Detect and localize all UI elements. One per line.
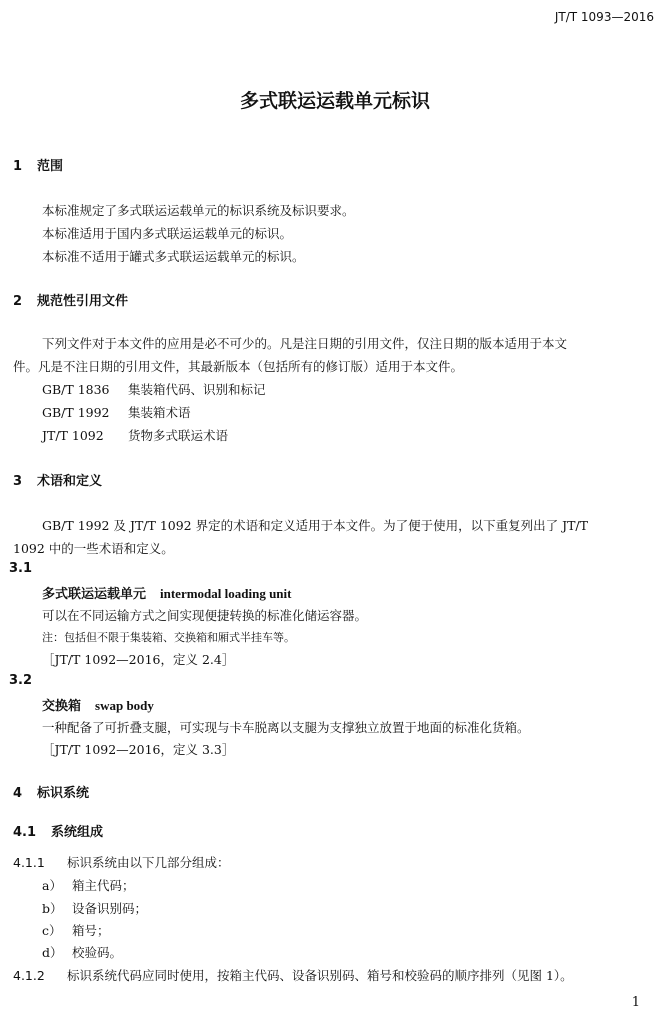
terms-para-line-2: 1092 中的一些术语和定义。 (13, 541, 174, 556)
list-text: 设备识别码； (72, 901, 148, 916)
reference-name: 集装箱代码、识别和标记 (128, 382, 266, 397)
list-marker: b） (42, 901, 63, 916)
section-number: 1 (13, 159, 23, 174)
term-chinese: 多式联运运载单元 (42, 587, 147, 602)
list-item (42, 943, 122, 961)
clause-4-1-2 (13, 966, 573, 984)
term-chinese: 交换箱 (42, 699, 82, 714)
reference-code: GB/T 1992 (42, 405, 110, 420)
clause-number: 4.1.1 (13, 855, 45, 870)
section-title: 标识系统 (37, 786, 90, 801)
section-3-heading (13, 470, 102, 489)
list-item (42, 899, 147, 917)
reference-name: 集装箱术语 (128, 405, 191, 420)
list-item (42, 921, 110, 939)
list-marker: c） (42, 923, 62, 938)
list-text: 箱号； (72, 923, 110, 938)
page-number: 1 (631, 995, 640, 1010)
list-marker: d） (42, 945, 63, 960)
reference-item (42, 380, 266, 398)
section-title: 术语和定义 (37, 474, 103, 489)
term-english: intermodal loading unit (160, 586, 292, 601)
section-2-heading (13, 290, 128, 309)
section-title: 范围 (37, 159, 64, 174)
reference-item (42, 403, 191, 421)
term-english: swap body (95, 698, 154, 713)
normative-para-line-2: 件。凡是不注日期的引用文件，其最新版本（包括所有的修订版）适用于本文件。 (13, 359, 464, 374)
term-definition: 一种配备了可折叠支腿，可实现与卡车脱离以支腿为支撑独立放置于地面的标准化货箱。 (42, 720, 530, 735)
clause-number: 4.1.2 (13, 968, 45, 983)
section-number: 3 (13, 474, 23, 489)
list-text: 箱主代码； (72, 878, 135, 893)
reference-name: 货物多式联运术语 (128, 428, 229, 443)
document-title: 多式联运运载单元标识 (239, 90, 430, 112)
term-number: 3.1 (9, 561, 33, 576)
scope-line-1: 本标准规定了多式联运运载单元的标识系统及标识要求。 (42, 203, 355, 218)
subsection-4-1-heading (13, 821, 103, 840)
term-number: 3.2 (9, 673, 33, 688)
clause-text: 标识系统由以下几部分组成： (67, 855, 230, 870)
subsection-title: 系统组成 (51, 825, 104, 840)
term-heading (42, 695, 154, 714)
term-source: ［JT/T 1092—2016，定义 2.4］ (42, 652, 235, 667)
term-definition: 可以在不同运输方式之间实现便捷转换的标准化储运容器。 (42, 608, 368, 623)
term-note: 注：包括但不限于集装箱、交换箱和厢式半挂车等。 (42, 631, 295, 644)
scope-line-2: 本标准适用于国内多式联运运载单元的标识。 (42, 226, 293, 241)
list-item (42, 876, 135, 894)
term-source: ［JT/T 1092—2016，定义 3.3］ (42, 742, 235, 757)
reference-code: JT/T 1092 (42, 428, 104, 443)
scope-line-3: 本标准不适用于罐式多式联运运载单元的标识。 (42, 249, 305, 264)
terms-para-line-1: GB/T 1992 及 JT/T 1092 界定的术语和定义适用于本文件。为了便于使用，以下重复列出了 JT/T (42, 518, 588, 533)
reference-code: GB/T 1836 (42, 382, 110, 397)
term-heading (42, 583, 291, 602)
list-text: 校验码。 (72, 945, 123, 960)
section-number: 2 (13, 294, 23, 309)
standard-code: JT/T 1093—2016 (554, 10, 654, 24)
section-title: 规范性引用文件 (37, 294, 129, 309)
section-1-heading (13, 155, 63, 174)
subsection-number: 4.1 (13, 825, 37, 840)
section-number: 4 (13, 786, 23, 801)
reference-item (42, 426, 228, 444)
clause-text: 标识系统代码应同时使用，按箱主代码、设备识别码、箱号和校验码的顺序排列（见图 1）。 (67, 968, 573, 983)
section-4-heading (13, 782, 89, 801)
list-marker: a） (42, 878, 62, 893)
clause-4-1-1 (13, 853, 230, 871)
normative-para-line-1: 下列文件对于本文件的应用是必不可少的。凡是注日期的引用文件，仅注日期的版本适用于本文 (42, 336, 568, 351)
